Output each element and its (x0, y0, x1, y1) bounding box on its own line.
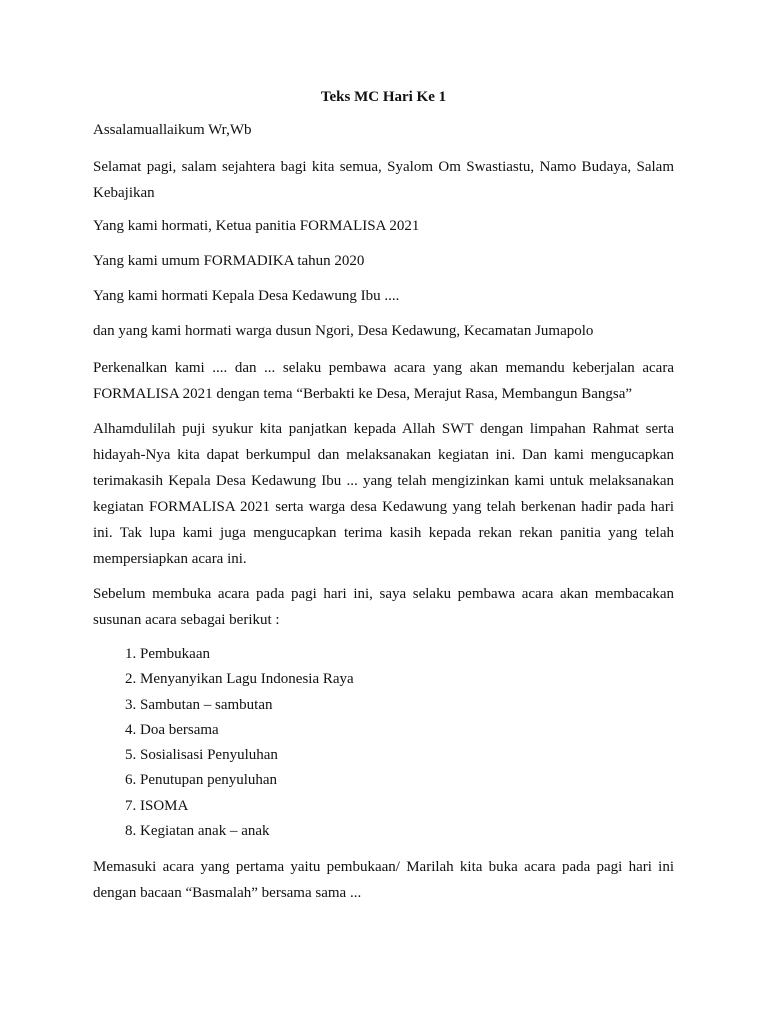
agenda-list (93, 642, 674, 844)
agenda-item: 1. Pembukaan (140, 642, 674, 667)
closing-paragraph: Memasuki acara yang pertama yaitu pembukaan/ Marilah kita buka acara pada pagi hari ini dengan bacaan “Basmalah” bersama sama ... (93, 859, 674, 902)
agenda-item: 4. Doa bersama (140, 718, 674, 743)
gratitude-paragraph: Alhamdulilah puji syukur kita panjatkan kepada Allah SWT dengan limpahan Rahmat serta hidayah-Nya kita dapat berkumpul dan melaksanakan kegiatan ini. Dan kami mengucapkan terimakasih Kepala Desa Kedawung Ibu ... yang telah mengizinkan kami untuk melaksanakan kegiatan FORMALISA 2021 serta warga desa Kedawung yang telah berkenan hadir pada hari ini. Tak lupa kami juga mengucapkan terima kasih kepada rekan rekan panitia yang telah mempersiapkan acara ini. (93, 421, 674, 567)
honorific-committee-paragraph: Yang kami hormati, Ketua panitia FORMALISA 2021 (93, 218, 420, 234)
agenda-item: 7. ISOMA (140, 794, 674, 819)
honorific-village-head-paragraph: Yang kami hormati Kepala Desa Kedawung Ibu .... (93, 288, 400, 304)
opening-salutation-paragraph: Selamat pagi, salam sejahtera bagi kita semua, Syalom Om Swastiastu, Namo Budaya, Salam Kebajikan (93, 159, 674, 201)
agenda-item: 6. Penutupan penyuluhan (140, 768, 674, 793)
honorific-residents-paragraph: dan yang kami hormati warga dusun Ngori, Desa Kedawung, Kecamatan Jumapolo (93, 323, 594, 339)
document-page (93, 86, 674, 915)
agenda-item: 5. Sosialisasi Penyuluhan (140, 743, 674, 768)
honorific-formadika-paragraph: Yang kami umum FORMADIKA tahun 2020 (93, 253, 365, 269)
agenda-item: 3. Sambutan – sambutan (140, 693, 674, 718)
introduction-paragraph: Perkenalkan kami .... dan ... selaku pembawa acara yang akan memandu keberjalan acara FORMALISA 2021 dengan tema “Berbakti ke Desa, Merajut Rasa, Membangun Bangsa” (93, 360, 674, 402)
greeting-paragraph: Assalamuallaikum Wr,Wb (93, 122, 252, 138)
agenda-item: 2. Menyanyikan Lagu Indonesia Raya (140, 667, 674, 692)
agenda-item: 8. Kegiatan anak – anak (140, 819, 674, 844)
document-title: Teks MC Hari Ke 1 (320, 89, 447, 105)
agenda-intro-paragraph: Sebelum membuka acara pada pagi hari ini, saya selaku pembawa acara akan membacakan susunan acara sebagai berikut : (93, 586, 674, 628)
